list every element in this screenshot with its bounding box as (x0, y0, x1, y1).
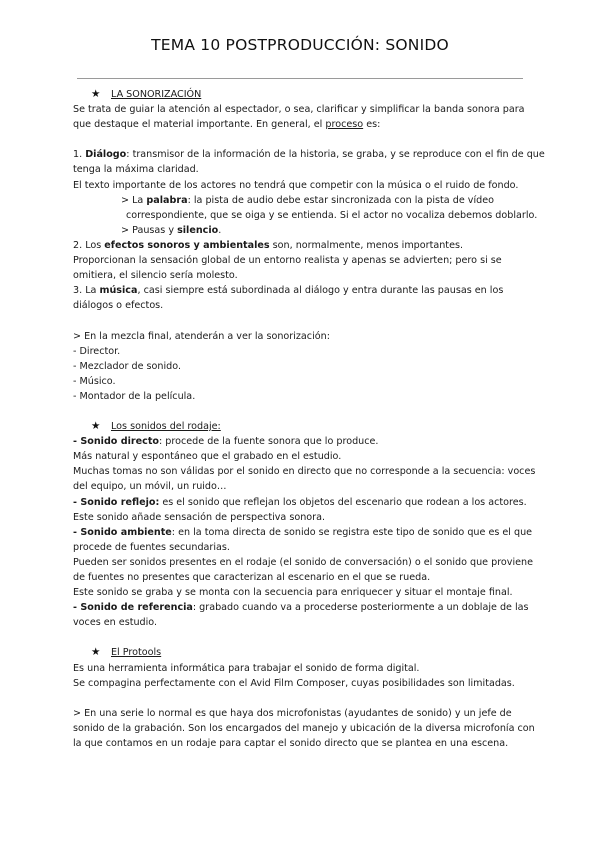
list-item-dialogo: 1. Diálogo: transmisor de la información de la historia, se graba, y se reproduce con el fin de que (73, 149, 545, 161)
paragraph-line: tenga la máxima claridad. (73, 164, 199, 176)
paragraph-line: de fuentes no presentes que caracterizan al escenario en el que se rueda. (73, 572, 431, 583)
paragraph-line: Proporcionan la sensación global de un entorno realista y apenas se advierten; pero si se (73, 255, 502, 267)
paragraph-line: Este sonido añade sensación de perspectiva sonora. (73, 511, 326, 523)
section-heading-sonorizacion: ★ LA SONORIZACIÓN (73, 87, 533, 102)
paragraph-line: Es una herramienta informática para trabajar el sonido de forma digital. (73, 662, 420, 674)
paragraph-line: procede de fuentes secundarias. (73, 541, 230, 553)
paragraph-line: Este sonido se graba y se monta con la secuencia para enriquecer y situar el montaje final. (73, 587, 513, 599)
list-item-efectos: 2. Los efectos sonoros y ambientales son, normalmente, menos importantes. (73, 239, 464, 251)
paragraph-line: > En una serie lo normal es que haya dos microfonistas (ayudantes de sonido) y un jefe de (73, 707, 512, 719)
list-item: - Músico. (73, 375, 116, 387)
paragraph-line: la que contamos en un rodaje para captar el sonido directo que se plantea en una escena. (73, 738, 509, 750)
list-item-sonido-ambiente: - Sonido ambiente: en la toma directa de sonido se registra este tipo de sonido que es el que (73, 526, 533, 538)
page-title: TEMA 10 POSTPRODUCCIÓN: SONIDO (151, 36, 449, 54)
paragraph-line: voces en estudio. (73, 617, 158, 629)
paragraph-line: omitiera, el silencio sería molesto. (73, 270, 238, 282)
star-icon: ★ (91, 420, 101, 433)
section-heading-protools: ★ El Protools (73, 645, 533, 660)
paragraph-line: Se trata de guiar la atención al espectador, o sea, clarificar y simplificar la banda sonora para (73, 104, 525, 116)
list-item-sonido-reflejo: - Sonido reflejo: es el sonido que reflejan los objetos del escenario que rodean a los actores. (73, 496, 527, 508)
paragraph-line: del equipo, un móvil, un ruido… (73, 481, 227, 493)
paragraph-line: El texto importante de los actores no tendrá que competir con la música o el ruido de fondo. (73, 179, 519, 191)
sub-item-silencio: > Pausas y silencio. (121, 224, 222, 236)
paragraph-line: > En la mezcla final, atenderán a ver la sonorización: (73, 330, 330, 342)
star-icon: ★ (91, 88, 101, 100)
list-item-sonido-directo: - Sonido directo: procede de la fuente sonora que lo produce. (73, 436, 379, 448)
paragraph-line: Se compagina perfectamente con el Avid Film Composer, cuyas posibilidades son limitadas. (73, 677, 515, 689)
paragraph-line: Más natural y espontáneo que el grabado en el estudio. (73, 451, 342, 463)
star-icon: ★ (91, 646, 101, 659)
list-item: - Montador de la película. (73, 390, 196, 402)
paragraph-line: sonido de la grabación. Son los encargados del manejo y ubicación de la diversa microfonía con (73, 722, 535, 734)
paragraph-line: Pueden ser sonidos presentes en el rodaje (el sonido de conversación) o el sonido que proviene (73, 556, 534, 568)
paragraph-line: que destaque el material importante. En general, el proceso es: (73, 119, 381, 131)
list-item: - Director. (73, 345, 121, 357)
document-body (73, 87, 545, 751)
list-item-sonido-referencia: - Sonido de referencia: grabado cuando va a procederse posteriormente a un doblaje de las (73, 602, 529, 614)
paragraph-line: Muchas tomas no son válidas por el sonido en directo que no corresponde a la secuencia: voces (73, 466, 536, 478)
list-item: - Mezclador de sonido. (73, 360, 181, 372)
section-heading-sonidos-rodaje: ★ Los sonidos del rodaje: (73, 419, 533, 434)
paragraph-line: correspondiente, que se oiga y se entienda. Si el actor no vocaliza debemos doblarlo. (126, 209, 538, 221)
sub-item-palabra: > La palabra: la pista de audio debe estar sincronizada con la pista de vídeo (121, 194, 494, 206)
list-item-musica: 3. La música, casi siempre está subordinada al diálogo y entra durante las pausas en los (73, 285, 504, 297)
paragraph-line: diálogos o efectos. (73, 300, 164, 312)
title-divider (77, 78, 523, 79)
